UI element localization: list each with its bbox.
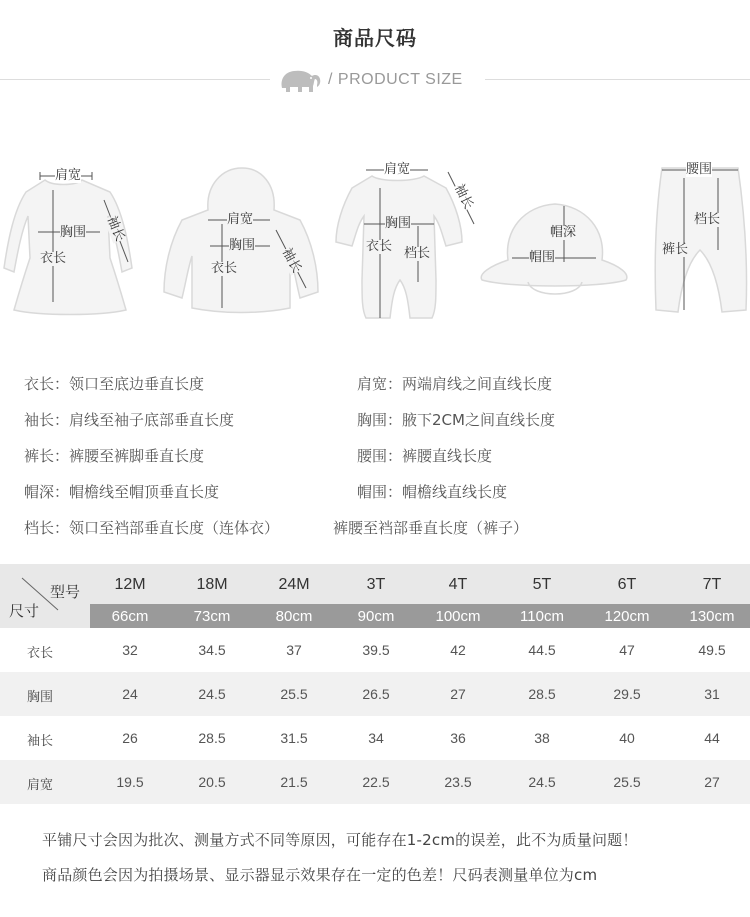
subtitle: / PRODUCT SIZE [328,71,463,88]
table-cell: 31.5 [280,730,308,746]
size-header: 7T [702,576,722,593]
table-cell: 27 [704,774,720,790]
romper-sleeve-label: 袖长 [451,181,476,212]
measurement-diagram [0,150,750,335]
dress-length-label: 衣长 [40,251,67,266]
dress-sleeve-label: 袖长 [103,213,128,244]
table-cell: 24.5 [198,686,226,702]
table-cell: 24.5 [528,774,556,790]
height-header: 66cm [111,608,149,625]
size-header: 3T [366,576,386,593]
dress-shoulder-label: 肩宽 [55,168,82,183]
height-header: 100cm [435,608,481,625]
hat-depth-label: 帽深 [550,225,577,240]
page-title: 商品尺码 [333,26,417,50]
elephant-icon [276,66,322,94]
height-header: 80cm [275,608,313,625]
pants-length-label: 裤长 [662,242,689,257]
jacket-shoulder-label: 肩宽 [227,212,254,227]
jacket-sleeve-label: 袖长 [278,245,305,276]
definition-right: 裤腰至裆部垂直长度（裤子） [333,519,529,537]
table-cell: 36 [450,730,466,746]
table-cell: 49.5 [698,642,726,658]
jacket-length-label: 衣长 [211,261,238,276]
romper-shoulder-label: 肩宽 [384,162,411,177]
definition-right: 帽围：帽檐线直线长度 [357,483,508,501]
table-header [0,564,750,628]
size-header: 18M [196,576,228,593]
table-cell: 20.5 [198,774,226,790]
definition-right: 胸围：腋下2CM之间直线长度 [357,411,555,429]
table-cell: 42 [450,642,466,658]
row-label: 袖长 [27,734,54,749]
definition-left: 裤长：裤腰至裤脚垂直长度 [24,447,205,465]
table-row [0,716,750,760]
dress-chest-label: 胸围 [60,225,87,240]
subtitle-block [270,64,485,96]
table-cell: 34.5 [198,642,226,658]
row-label: 胸围 [27,690,54,705]
size-header: 4T [448,576,468,593]
height-header: 90cm [357,608,395,625]
table-cell: 19.5 [116,774,144,790]
romper-length-label: 衣长 [366,239,393,254]
row-label: 肩宽 [27,778,54,793]
height-header: 73cm [193,608,231,625]
table-cell: 34 [368,730,384,746]
size-header: 24M [278,576,310,593]
table-cell: 28.5 [528,686,556,702]
definition-left: 档长：领口至裆部垂直长度（连体衣） [24,519,280,537]
table-cell: 26.5 [362,686,390,702]
table-cell: 25.5 [280,686,308,702]
table-cell: 37 [286,642,302,658]
height-header: 110cm [520,608,564,625]
table-cell: 26 [122,730,138,746]
note-tolerance: 平铺尺寸会因为批次、测量方式不同等原因，可能存在1-2cm的误差，此不为质量问题！ [42,831,638,849]
table-cell: 27 [450,686,466,702]
table-cell: 31 [704,686,720,702]
romper-chest-label: 胸围 [385,216,412,231]
table-cell: 44 [704,730,720,746]
height-header: 130cm [689,608,735,625]
romper-outline [336,176,462,318]
corner-model-label: 型号 [50,583,81,601]
pants-outline [655,168,746,312]
size-header: 12M [114,576,146,593]
hat-circumference-label: 帽围 [529,250,556,265]
table-cell: 47 [619,642,635,658]
pants-waist-label: 腰围 [686,162,713,177]
definition-left: 袖长：肩线至袖子底部垂直长度 [24,411,235,429]
pants-crotch-label: 档长 [694,212,721,227]
note-color: 商品颜色会因为拍摄场景、显示器显示效果存在一定的色差！尺码表测量单位为cm [42,866,598,884]
definition-left: 帽深：帽檐线至帽顶垂直长度 [24,483,220,501]
table-cell: 28.5 [198,730,226,746]
definition-right: 腰围：裤腰直线长度 [357,447,493,465]
table-row [0,628,750,672]
size-header: 6T [617,576,637,593]
row-label: 衣长 [27,646,54,661]
size-header: 5T [532,576,552,593]
definition-left: 衣长：领口至底边垂直长度 [24,375,205,393]
table-cell: 22.5 [362,774,390,790]
romper-crotch-label: 档长 [404,246,431,261]
jacket-chest-label: 胸围 [229,238,256,253]
table-cell: 23.5 [444,774,472,790]
dress-outline [4,180,132,315]
table-cell: 38 [534,730,550,746]
height-header: 120cm [604,608,650,625]
hat-outline [481,204,627,286]
table-cell: 40 [619,730,635,746]
table-cell: 29.5 [613,686,641,702]
size-table [0,564,750,804]
corner-size-label: 尺寸 [9,602,40,620]
table-row [0,760,750,804]
table-cell: 39.5 [362,642,390,658]
table-cell: 44.5 [528,642,556,658]
table-cell: 24 [122,686,138,702]
definition-right: 肩宽：两端肩线之间直线长度 [357,375,553,393]
table-cell: 21.5 [280,774,308,790]
table-cell: 25.5 [613,774,641,790]
table-corner [0,564,90,628]
table-cell: 32 [122,642,138,658]
table-row [0,672,750,716]
